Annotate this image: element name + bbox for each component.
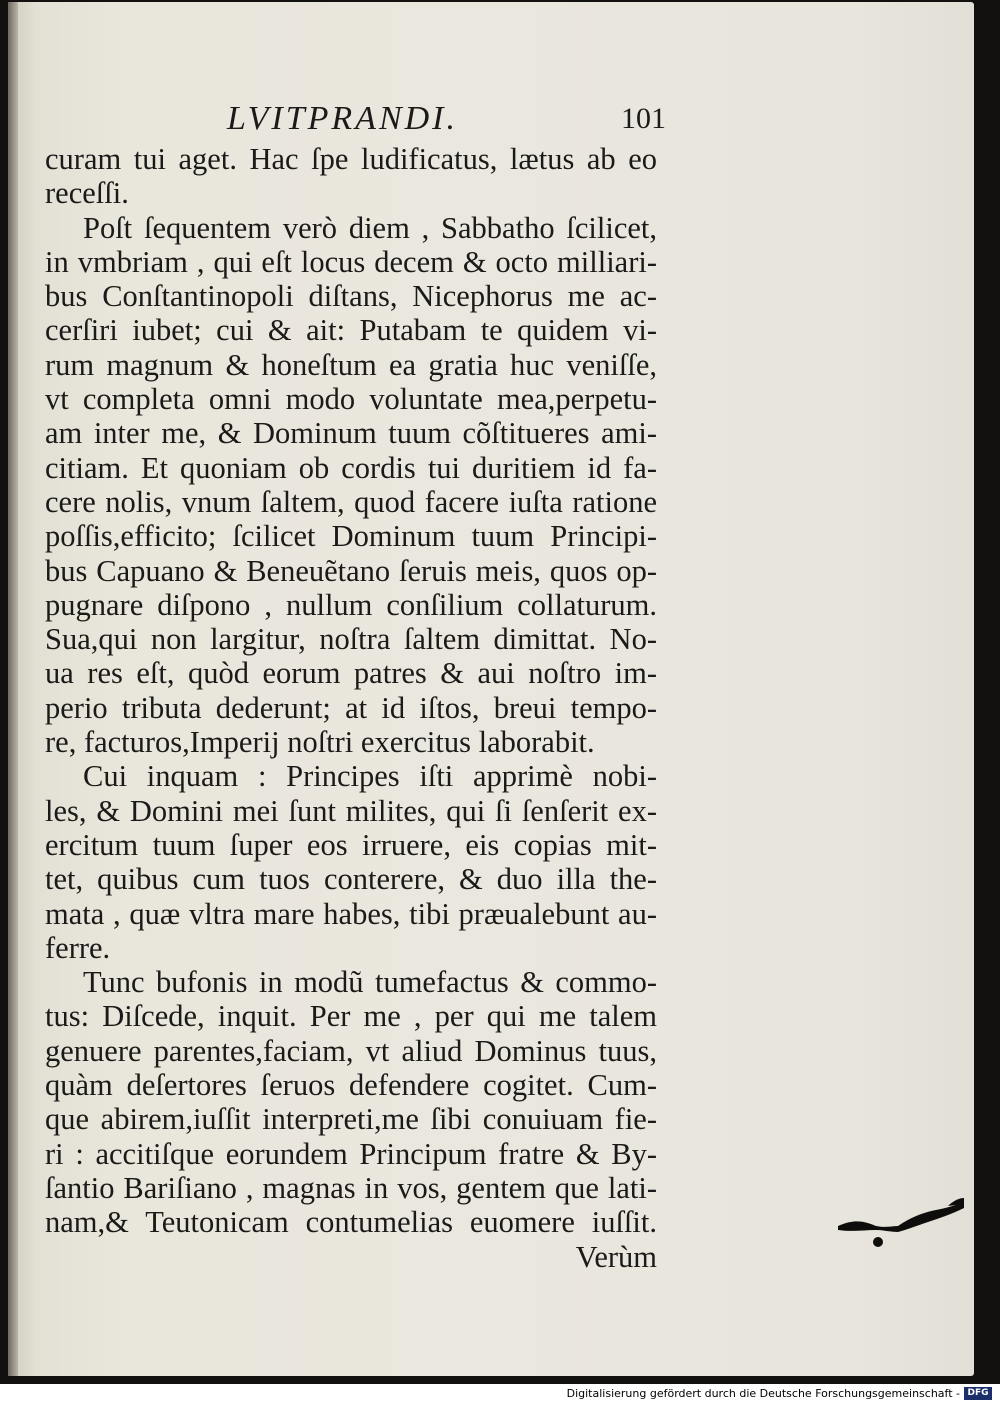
running-title: LVITPRANDI.: [227, 100, 459, 137]
text-line: tet, quibus cum tuos conterere, & duo illa the-: [45, 862, 657, 897]
text-line: ri : accitiſque eorundem Principum fratre & By-: [45, 1136, 657, 1171]
text-line: genuere parentes,faciam, vt aliud Dominus tuus,: [45, 1033, 657, 1068]
text-line: cerſiri iubet; cui & ait: Putabam te quidem vi-: [45, 313, 657, 348]
text-line: rum magnum & honeſtum ea gratia huc veniſſe,: [45, 347, 657, 382]
body-text: [45, 142, 665, 1274]
text-line: Poſt ſequentem verò diem , Sabbatho ſcilicet,: [83, 210, 657, 245]
text-line: ferre.: [45, 930, 111, 965]
funding-credit: Digitalisierung gefördert durch die Deutsche Forschungsgemeinschaft -: [566, 1387, 960, 1400]
text-line: curam tui aget. Hac ſpe ludificatus, lætus ab eo: [45, 142, 657, 176]
page-number: 101: [621, 102, 666, 135]
footer-bar: [0, 1384, 1000, 1404]
text-line: pugnare diſpono , nullum conſilium collaturum.: [45, 587, 657, 622]
text-line: am inter me, & Dominum tuum cõſtitueres ami-: [45, 416, 657, 451]
text-line: bus Conſtantinopoli diſtans, Nicephorus me ac-: [45, 279, 657, 314]
text-block: [45, 96, 665, 1274]
text-line: Verùm: [575, 1239, 657, 1274]
text-line: tus: Diſcede, inquit. Per me , per qui me talem: [45, 999, 657, 1034]
running-head: [45, 96, 665, 142]
text-line: mata , quæ vltra mare habes, tibi præualebunt au-: [45, 896, 657, 931]
text-line: vt completa omni modo voluntate mea,perpetu-: [45, 382, 657, 417]
dfg-logo: DFG: [964, 1387, 992, 1400]
text-line: que abirem,iuſſit interpreti,me ſibi conuiuam fie-: [45, 1102, 657, 1137]
text-line: ercitum tuum ſuper eos irruere, eis copias mit-: [45, 827, 657, 862]
text-line: cere nolis, vnum ſaltem, quod facere iuſta ratione: [45, 484, 657, 519]
text-line: in vmbriam , qui eſt locus decem & octo milliari-: [45, 244, 657, 279]
text-line: receſſi.: [45, 176, 129, 211]
text-line: les, & Domini mei ſunt milites, qui ſi ſenſerit ex-: [45, 793, 657, 828]
text-line: re, facturos,Imperij noſtri exercitus laborabit.: [45, 725, 595, 760]
text-line: Cui inquam : Principes iſti apprimè nobi-: [83, 759, 657, 794]
text-line: ua res eſt, quòd eorum patres & aui noſtro im-: [45, 656, 657, 691]
text-line: bus Capuano & Beneuẽtano ſeruis meis, quos op-: [45, 553, 657, 588]
text-line: citiam. Et quoniam ob cordis tui duritiem id fa-: [45, 450, 657, 485]
text-line: nam,& Teutonicam contumelias euomere iuſſit.: [45, 1205, 657, 1240]
text-line: Tunc bufonis in modũ tumefactus & commo-: [83, 965, 657, 1000]
text-line: poſſis,efficito; ſcilicet Dominum tuum Principi-: [45, 519, 657, 554]
text-line: ſantio Bariſiano , magnas in vos, gentem que lati-: [45, 1170, 657, 1205]
text-line: perio tributa dederunt; at id iſtos, breui tempo-: [45, 690, 657, 725]
text-line: quàm deſertores ſeruos defendere cogitet. Cum-: [45, 1068, 657, 1103]
text-line: Sua,qui non largitur, noſtra ſaltem dimittat. No-: [45, 622, 657, 657]
page-gutter-shadow: [8, 2, 18, 1376]
ink-blot-mark: [836, 1196, 966, 1256]
